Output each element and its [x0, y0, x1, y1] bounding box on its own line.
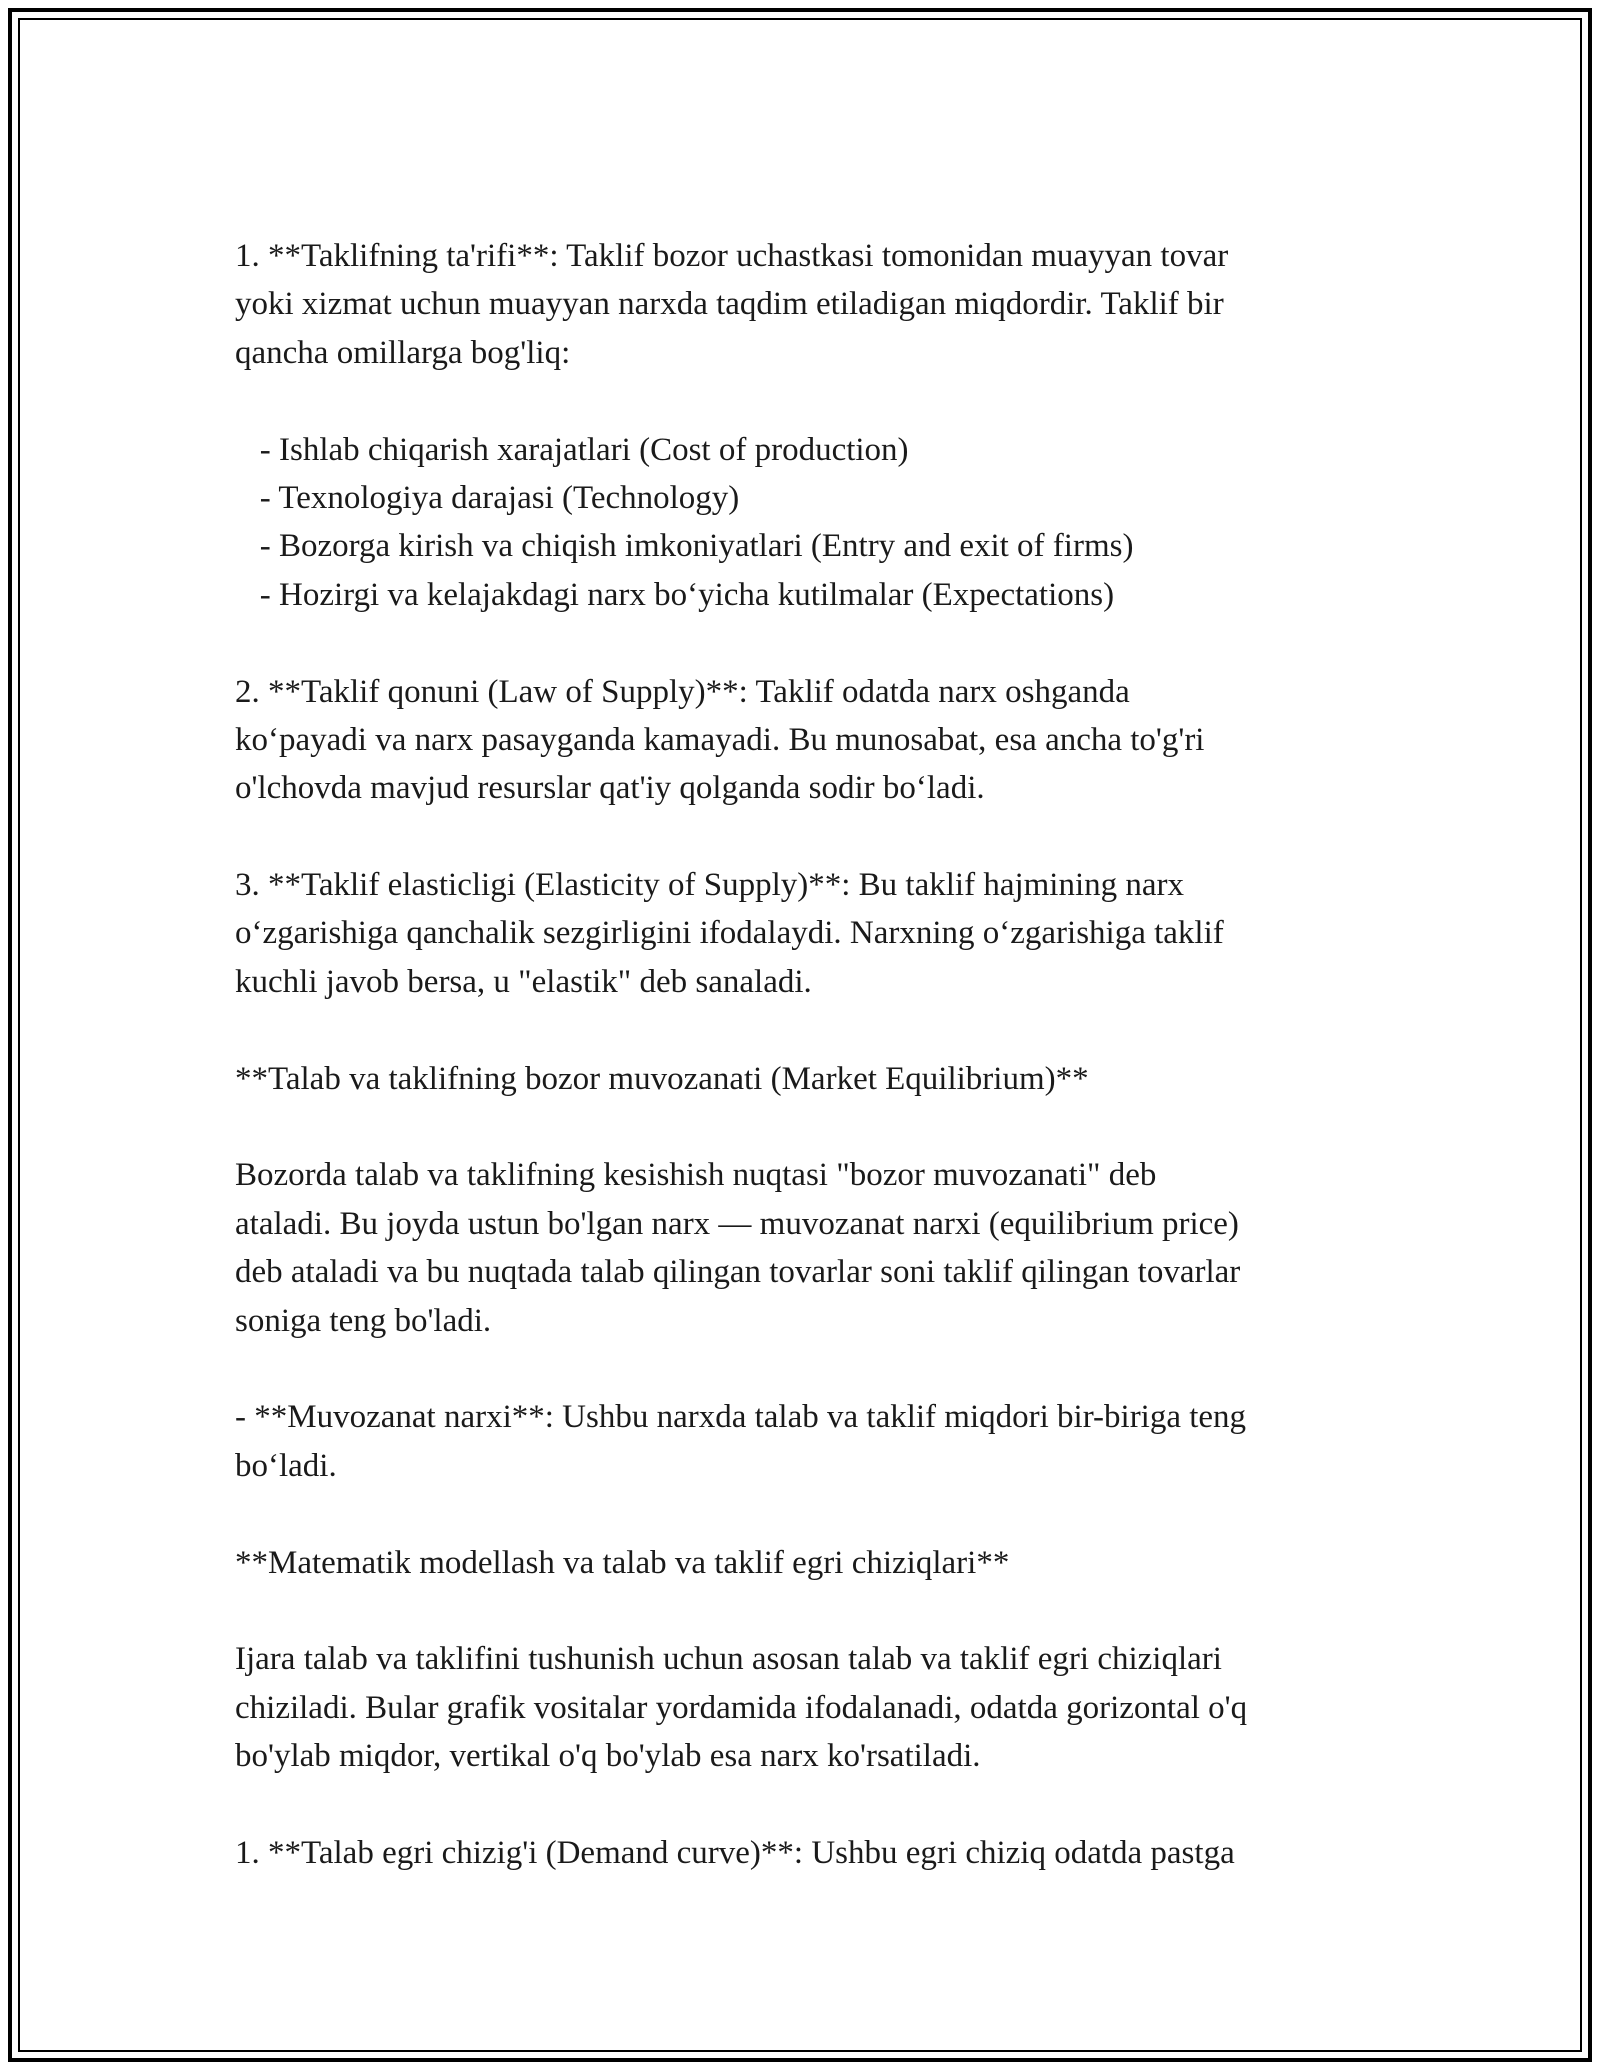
text-line: **Talab va taklifning bozor muvozanati (Market Equilibrium)**	[235, 1060, 1089, 1097]
text-line: 1. **Taklifning ta'rifi**: Taklif bozor uchastkasi tomonidan muayyan tovar	[235, 238, 1229, 274]
blank-line	[235, 1781, 1375, 1829]
text-line: yoki xizmat uchun muayyan narxda taqdim etiladigan miqdordir. Taklif bir	[235, 286, 1224, 323]
text-line: ko‘payadi va narx pasayganda kamayadi. Bu munosabat, esa ancha to'g'ri	[235, 721, 1205, 758]
text-line: - Hozirgi va kelajakdagi narx bo‘yicha kutilmalar (Expectations)	[235, 576, 1115, 613]
blank-line	[235, 1103, 1375, 1151]
text-line: soniga teng bo'ladi.	[235, 1302, 492, 1339]
text-line: ataladi. Bu joyda ustun bo'lgan narx — muvozanat narxi (equilibrium price)	[235, 1205, 1239, 1242]
text-line: - Texnologiya darajasi (Technology)	[235, 479, 740, 516]
text-line: Bozorda talab va taklifning kesishish nuqtasi "bozor muvozanati" deb	[235, 1157, 1157, 1194]
text-line: o'lchovda mavjud resurslar qat'iy qolganda sodir bo‘ladi.	[235, 770, 985, 807]
text-line: bo‘ladi.	[235, 1447, 337, 1484]
text-line: kuchli javob bersa, u "elastik" deb sanaladi.	[235, 963, 812, 1000]
text-line: deb ataladi va bu nuqtada talab qilingan tovarlar soni taklif qilingan tovarlar	[235, 1254, 1241, 1291]
text-line: qancha omillarga bog'liq:	[235, 334, 571, 371]
blank-line	[235, 377, 1375, 425]
text-line: Ijara talab va taklifini tushunish uchun asosan talab va taklif egri chiziqlari	[235, 1641, 1222, 1678]
blank-line	[235, 1587, 1375, 1635]
blank-line	[235, 813, 1375, 861]
blank-line	[235, 1345, 1375, 1393]
blank-line	[235, 1006, 1375, 1054]
text-line: - Ishlab chiqarish xarajatlari (Cost of production)	[235, 431, 909, 468]
text-line: - **Muvozanat narxi**: Ushbu narxda talab va taklif miqdori bir-biriga teng	[235, 1399, 1247, 1436]
text-line: 3. **Taklif elasticligi (Elasticity of Supply)**: Bu taklif hajmining narx	[235, 867, 1185, 904]
document-body	[235, 232, 1375, 1877]
text-line: 1. **Talab egri chizig'i (Demand curve)**: Ushbu egri chiziq odatda pastga	[235, 1834, 1235, 1871]
blank-line	[235, 619, 1375, 667]
text-line: - Bozorga kirish va chiqish imkoniyatlari (Entry and exit of firms)	[235, 528, 1134, 565]
text-line: bo'ylab miqdor, vertikal o'q bo'ylab esa narx ko'rsatiladi.	[235, 1738, 981, 1775]
text-line: **Matematik modellash va talab va taklif egri chiziqlari**	[235, 1544, 1010, 1581]
text-line: 2. **Taklif qonuni (Law of Supply)**: Taklif odatda narx oshganda	[235, 673, 1130, 710]
text-line: o‘zgarishiga qanchalik sezgirligini ifodalaydi. Narxning o‘zgarishiga taklif	[235, 915, 1224, 952]
text-line: chiziladi. Bular grafik vositalar yordamida ifodalanadi, odatda gorizontal o'q	[235, 1689, 1248, 1726]
blank-line	[235, 1490, 1375, 1538]
